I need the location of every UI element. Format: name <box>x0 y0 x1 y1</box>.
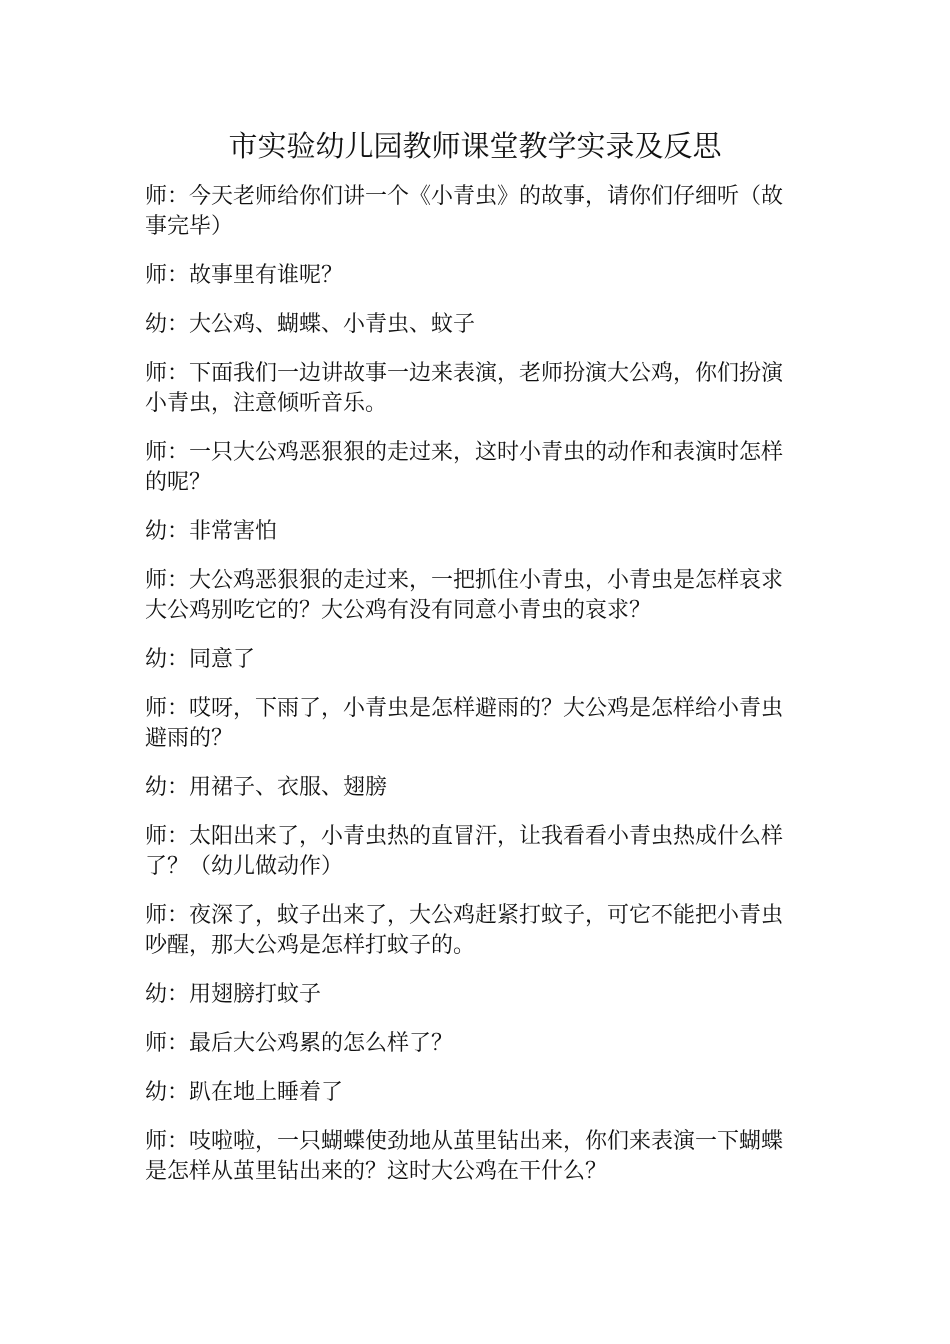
paragraph: 师：大公鸡恶狠狠的走过来，一把抓住小青虫，小青虫是怎样哀求大公鸡别吃它的？大公鸡有没有同意小青虫的哀求？ <box>145 568 784 623</box>
paragraph: 师：夜深了，蚊子出来了，大公鸡赶紧打蚊子，可它不能把小青虫吵醒，那大公鸡是怎样打蚊子的。 <box>145 903 784 958</box>
paragraph: 师：一只大公鸡恶狠狠的走过来，这时小青虫的动作和表演时怎样的呢？ <box>145 440 784 495</box>
paragraph: 师：哎呀，下雨了，小青虫是怎样避雨的？大公鸡是怎样给小青虫避雨的？ <box>145 696 784 751</box>
paragraph: 幼：同意了 <box>145 647 256 672</box>
document-body <box>145 182 797 1206</box>
paragraph: 师：今天老师给你们讲一个《小青虫》的故事，请你们仔细听（故事完毕） <box>145 184 784 239</box>
paragraph: 幼：用翅膀打蚊子 <box>145 982 322 1007</box>
paragraph: 幼：用裙子、衣服、翅膀 <box>145 775 388 800</box>
document-title: 市实验幼儿园教师课堂教学实录及反思 <box>228 129 722 163</box>
paragraph: 幼：趴在地上睡着了 <box>145 1080 344 1105</box>
paragraph: 师：吱啦啦，一只蝴蝶使劲地从茧里钻出来，你们来表演一下蝴蝶是怎样从茧里钻出来的？这时大公鸡在干什么？ <box>145 1129 784 1184</box>
paragraph: 师：太阳出来了，小青虫热的直冒汗，让我看看小青虫热成什么样了？（幼儿做动作） <box>145 824 784 879</box>
paragraph: 幼：大公鸡、蝴蝶、小青虫、蚊子 <box>145 312 476 337</box>
paragraph: 师：最后大公鸡累的怎么样了？ <box>145 1031 454 1056</box>
paragraph: 幼：非常害怕 <box>145 519 278 544</box>
paragraph: 师：下面我们一边讲故事一边来表演，老师扮演大公鸡，你们扮演小青虫，注意倾听音乐。 <box>145 361 784 416</box>
paragraph: 师：故事里有谁呢？ <box>145 263 344 288</box>
